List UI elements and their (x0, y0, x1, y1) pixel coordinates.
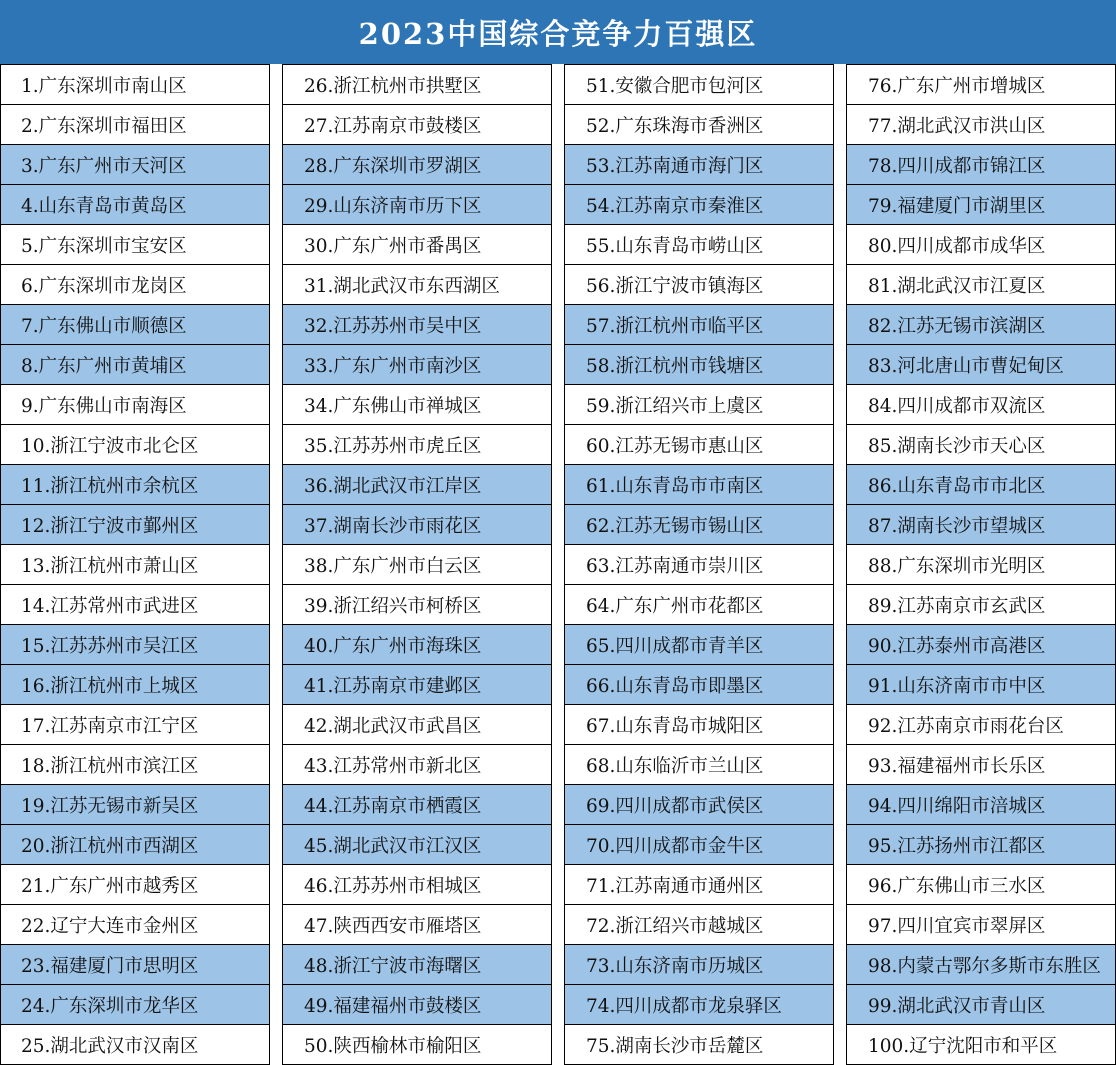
ranking-item: 2.广东深圳市福田区 (1, 105, 269, 145)
ranking-item: 20.浙江杭州市西湖区 (1, 825, 269, 865)
ranking-item: 73.山东济南市历城区 (565, 945, 833, 985)
ranking-item: 90.江苏泰州市高港区 (847, 625, 1115, 665)
ranking-item: 36.湖北武汉市江岸区 (283, 465, 551, 505)
ranking-item: 85.湖南长沙市天心区 (847, 425, 1115, 465)
ranking-item: 80.四川成都市成华区 (847, 225, 1115, 265)
ranking-item: 29.山东济南市历下区 (283, 185, 551, 225)
ranking-item: 72.浙江绍兴市越城区 (565, 905, 833, 945)
ranking-item: 86.山东青岛市市北区 (847, 465, 1115, 505)
ranking-item: 34.广东佛山市禅城区 (283, 385, 551, 425)
ranking-item: 28.广东深圳市罗湖区 (283, 145, 551, 185)
ranking-item: 53.江苏南通市海门区 (565, 145, 833, 185)
ranking-item: 57.浙江杭州市临平区 (565, 305, 833, 345)
ranking-item: 95.江苏扬州市江都区 (847, 825, 1115, 865)
page-title: 2023中国综合竞争力百强区 (0, 0, 1116, 64)
ranking-item: 56.浙江宁波市镇海区 (565, 265, 833, 305)
ranking-column-2 (282, 64, 552, 1065)
ranking-column-4 (846, 64, 1116, 1065)
ranking-item: 87.湖南长沙市望城区 (847, 505, 1115, 545)
ranking-item: 68.山东临沂市兰山区 (565, 745, 833, 785)
ranking-column-1 (0, 64, 270, 1065)
ranking-item: 44.江苏南京市栖霞区 (283, 785, 551, 825)
ranking-item: 13.浙江杭州市萧山区 (1, 545, 269, 585)
ranking-item: 92.江苏南京市雨花台区 (847, 705, 1115, 745)
ranking-item: 51.安徽合肥市包河区 (565, 64, 833, 105)
ranking-item: 9.广东佛山市南海区 (1, 385, 269, 425)
ranking-item: 22.辽宁大连市金州区 (1, 905, 269, 945)
ranking-item: 91.山东济南市市中区 (847, 665, 1115, 705)
ranking-item: 78.四川成都市锦江区 (847, 145, 1115, 185)
ranking-item: 30.广东广州市番禺区 (283, 225, 551, 265)
ranking-item: 41.江苏南京市建邺区 (283, 665, 551, 705)
ranking-item: 43.江苏常州市新北区 (283, 745, 551, 785)
ranking-item: 12.浙江宁波市鄞州区 (1, 505, 269, 545)
ranking-item: 84.四川成都市双流区 (847, 385, 1115, 425)
ranking-item: 89.江苏南京市玄武区 (847, 585, 1115, 625)
ranking-item: 38.广东广州市白云区 (283, 545, 551, 585)
ranking-item: 27.江苏南京市鼓楼区 (283, 105, 551, 145)
ranking-item: 81.湖北武汉市江夏区 (847, 265, 1115, 305)
ranking-item: 48.浙江宁波市海曙区 (283, 945, 551, 985)
ranking-item: 32.江苏苏州市吴中区 (283, 305, 551, 345)
ranking-item: 63.江苏南通市崇川区 (565, 545, 833, 585)
ranking-item: 47.陕西西安市雁塔区 (283, 905, 551, 945)
ranking-item: 14.江苏常州市武进区 (1, 585, 269, 625)
ranking-item: 77.湖北武汉市洪山区 (847, 105, 1115, 145)
ranking-item: 40.广东广州市海珠区 (283, 625, 551, 665)
ranking-item: 97.四川宜宾市翠屏区 (847, 905, 1115, 945)
ranking-item: 96.广东佛山市三水区 (847, 865, 1115, 905)
ranking-item: 52.广东珠海市香洲区 (565, 105, 833, 145)
ranking-item: 50.陕西榆林市榆阳区 (283, 1025, 551, 1065)
ranking-item: 21.广东广州市越秀区 (1, 865, 269, 905)
ranking-item: 100.辽宁沈阳市和平区 (847, 1025, 1115, 1065)
ranking-item: 65.四川成都市青羊区 (565, 625, 833, 665)
ranking-item: 23.福建厦门市思明区 (1, 945, 269, 985)
ranking-item: 82.江苏无锡市滨湖区 (847, 305, 1115, 345)
ranking-item: 10.浙江宁波市北仑区 (1, 425, 269, 465)
ranking-item: 88.广东深圳市光明区 (847, 545, 1115, 585)
ranking-item: 42.湖北武汉市武昌区 (283, 705, 551, 745)
ranking-item: 76.广东广州市增城区 (847, 64, 1115, 105)
ranking-item: 98.内蒙古鄂尔多斯市东胜区 (847, 945, 1115, 985)
ranking-item: 3.广东广州市天河区 (1, 145, 269, 185)
ranking-item: 61.山东青岛市市南区 (565, 465, 833, 505)
ranking-item: 74.四川成都市龙泉驿区 (565, 985, 833, 1025)
ranking-item: 58.浙江杭州市钱塘区 (565, 345, 833, 385)
ranking-item: 54.江苏南京市秦淮区 (565, 185, 833, 225)
ranking-item: 25.湖北武汉市汉南区 (1, 1025, 269, 1065)
ranking-item: 55.山东青岛市崂山区 (565, 225, 833, 265)
ranking-item: 26.浙江杭州市拱墅区 (283, 64, 551, 105)
ranking-item: 1.广东深圳市南山区 (1, 64, 269, 105)
ranking-item: 60.江苏无锡市惠山区 (565, 425, 833, 465)
ranking-item: 39.浙江绍兴市柯桥区 (283, 585, 551, 625)
ranking-item: 71.江苏南通市通州区 (565, 865, 833, 905)
ranking-item: 8.广东广州市黄埔区 (1, 345, 269, 385)
ranking-item: 19.江苏无锡市新吴区 (1, 785, 269, 825)
ranking-item: 31.湖北武汉市东西湖区 (283, 265, 551, 305)
ranking-item: 59.浙江绍兴市上虞区 (565, 385, 833, 425)
ranking-item: 37.湖南长沙市雨花区 (283, 505, 551, 545)
ranking-item: 66.山东青岛市即墨区 (565, 665, 833, 705)
ranking-item: 11.浙江杭州市余杭区 (1, 465, 269, 505)
ranking-item: 70.四川成都市金牛区 (565, 825, 833, 865)
ranking-item: 45.湖北武汉市江汉区 (283, 825, 551, 865)
ranking-item: 69.四川成都市武侯区 (565, 785, 833, 825)
ranking-column-3 (564, 64, 834, 1065)
ranking-item: 17.江苏南京市江宁区 (1, 705, 269, 745)
ranking-item: 16.浙江杭州市上城区 (1, 665, 269, 705)
ranking-item: 62.江苏无锡市锡山区 (565, 505, 833, 545)
ranking-item: 24.广东深圳市龙华区 (1, 985, 269, 1025)
ranking-item: 6.广东深圳市龙岗区 (1, 265, 269, 305)
ranking-item: 49.福建福州市鼓楼区 (283, 985, 551, 1025)
ranking-item: 83.河北唐山市曹妃甸区 (847, 345, 1115, 385)
ranking-item: 67.山东青岛市城阳区 (565, 705, 833, 745)
ranking-item: 7.广东佛山市顺德区 (1, 305, 269, 345)
ranking-item: 75.湖南长沙市岳麓区 (565, 1025, 833, 1065)
ranking-item: 99.湖北武汉市青山区 (847, 985, 1115, 1025)
ranking-item: 35.江苏苏州市虎丘区 (283, 425, 551, 465)
ranking-item: 46.江苏苏州市相城区 (283, 865, 551, 905)
ranking-item: 64.广东广州市花都区 (565, 585, 833, 625)
ranking-item: 93.福建福州市长乐区 (847, 745, 1115, 785)
ranking-item: 4.山东青岛市黄岛区 (1, 185, 269, 225)
ranking-item: 79.福建厦门市湖里区 (847, 185, 1115, 225)
ranking-item: 94.四川绵阳市涪城区 (847, 785, 1115, 825)
ranking-item: 5.广东深圳市宝安区 (1, 225, 269, 265)
ranking-item: 18.浙江杭州市滨江区 (1, 745, 269, 785)
ranking-item: 15.江苏苏州市吴江区 (1, 625, 269, 665)
ranking-item: 33.广东广州市南沙区 (283, 345, 551, 385)
